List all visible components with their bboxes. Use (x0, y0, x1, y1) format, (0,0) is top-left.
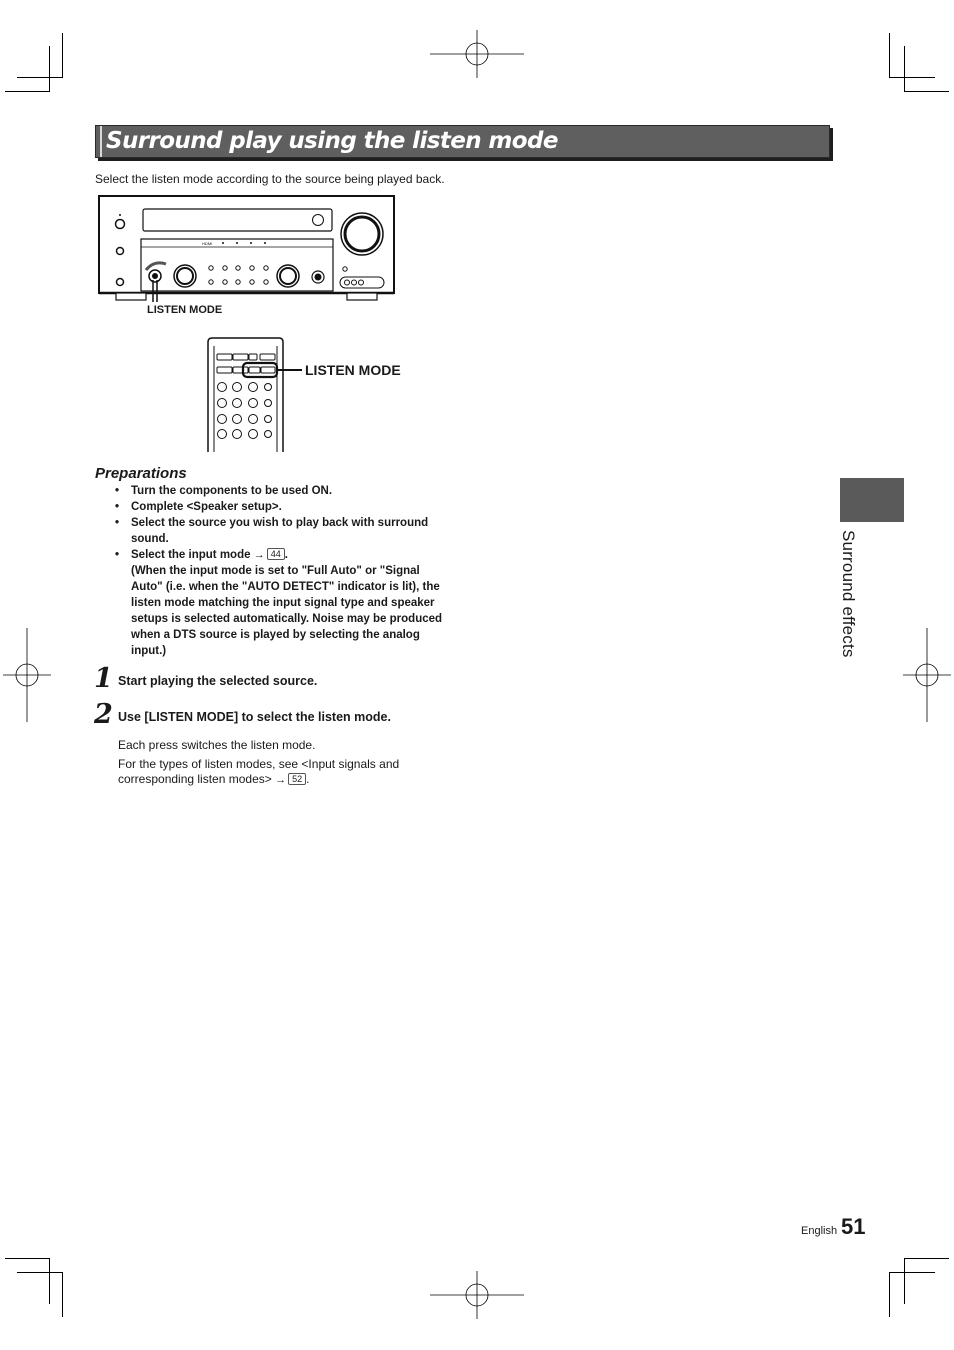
page-ref-44[interactable]: 44 (267, 548, 285, 560)
title-bar-accent (100, 126, 102, 157)
step-text-2: Use [LISTEN MODE] to select the listen mode. (118, 710, 391, 724)
registration-mark-bottom (430, 1271, 524, 1319)
intro-text: Select the listen mode according to the source being played back. (95, 172, 445, 186)
list-item: • Turn the components to be used ON. (113, 483, 443, 499)
section-tab-label: Surround effects (839, 530, 858, 658)
remote-listen-mode-label: LISTEN MODE (305, 362, 401, 378)
list-item: • Complete <Speaker setup>. (113, 499, 443, 515)
note-listen-mode-types (118, 757, 438, 787)
page-title: Surround play using the listen mode (106, 128, 558, 154)
list-item (113, 547, 443, 659)
note-period: . (306, 771, 310, 786)
section-tab-block (840, 478, 904, 522)
step-number-2: 2 (94, 699, 113, 730)
remote-control-illustration (205, 336, 315, 452)
input-mode-text: Select the input mode (131, 549, 251, 561)
footer-language: English (801, 1225, 838, 1237)
step-number-1: 1 (94, 663, 113, 694)
registration-mark-right (903, 628, 951, 722)
input-mode-period: . (284, 549, 288, 561)
page-number: 51 (841, 1214, 866, 1239)
ref-arrow-icon: → (253, 549, 265, 561)
page-ref-52[interactable]: 52 (288, 773, 306, 785)
registration-mark-top (430, 30, 524, 78)
receiver-hdmi-label: HDMI (202, 241, 213, 246)
receiver-listen-mode-label: LISTEN MODE (147, 304, 223, 316)
input-mode-note: (When the input mode is set to "Full Auto" or "Signal Auto" (i.e. when the "AUTO DETECT" indicator is lit), the listen mode matching the input signal type and speaker setups is selected automatically. Noise may be produced when a DTS source is played by selecting the analog input.) (131, 565, 443, 657)
receiver-front-panel-illustration (96, 194, 398, 306)
note-line-a: For the types of listen modes, see <Input signals and (118, 757, 400, 771)
ref-arrow-icon: → (275, 773, 287, 786)
registration-mark-left (3, 628, 51, 722)
page-title-bar (95, 125, 830, 158)
note-line-b: corresponding listen modes> (118, 771, 272, 786)
preparations-list (113, 483, 443, 659)
note-each-press: Each press switches the listen mode. (118, 738, 316, 752)
list-item: • Select the source you wish to play back with surround sound. (113, 515, 443, 547)
preparations-heading: Preparations (95, 465, 187, 482)
step-text-1: Start playing the selected source. (118, 674, 318, 688)
